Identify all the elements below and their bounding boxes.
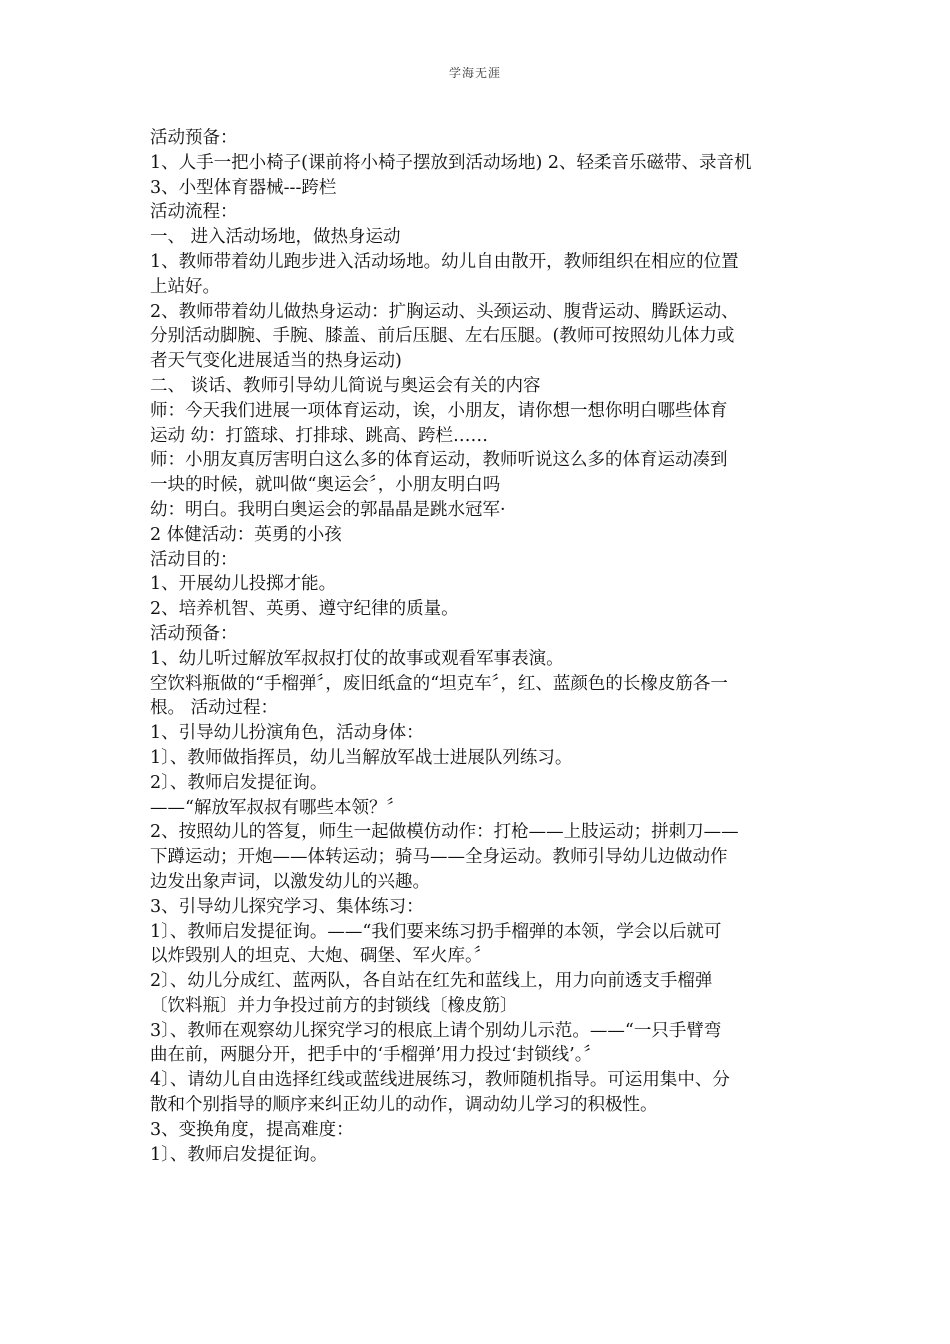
text-line: 以炸毁别人的坦克、大炮、碉堡、军火库。〞 — [150, 946, 492, 967]
text-line: 3、小型体育器械---跨栏 — [150, 177, 337, 198]
text-line: 1〕、教师启发提征询。 — [150, 1144, 328, 1165]
text-line: 3、变换角度，提高难度： — [150, 1119, 354, 1140]
document-body — [150, 126, 810, 1167]
text-line: 下蹲运动；开炮——体转运动；骑马——全身运动。教师引导幼儿边做动作 — [150, 847, 728, 868]
text-line: 1、开展幼儿投掷才能。 — [150, 574, 337, 595]
text-line: 2〕、教师启发提征询。 — [150, 772, 328, 793]
text-line: 1〕、教师启发提征询。——“我们要来练习扔手榴弹的本领，学会以后就可 — [150, 921, 722, 942]
text-line: 师：小朋友真厉害明白这么多的体育运动，教师听说这么多的体育运动凑到 — [150, 450, 728, 471]
text-line: ——“解放军叔叔有哪些本领？〞 — [150, 797, 404, 818]
text-line: 二、 谈话、教师引导幼儿简说与奥运会有关的内容 — [150, 375, 541, 396]
text-line: 2〕、幼儿分成红、蓝两队，各自站在红先和蓝线上，用力向前透支手榴弹 — [150, 971, 713, 992]
text-line: 曲在前，两腿分开，把手中的‘手榴弹’用力投过‘封锁线’。〞 — [150, 1045, 601, 1066]
text-line: 2、按照幼儿的答复，师生一起做模仿动作：打枪——上肢运动；拼刺刀—— — [150, 822, 739, 843]
text-line: 4〕、请幼儿自由选择红线或蓝线进展练习，教师随机指导。可运用集中、分 — [150, 1070, 730, 1091]
text-line: 运动 幼：打篮球、打排球、跳高、跨栏…… — [150, 425, 489, 446]
text-line: 一、 进入活动场地，做热身运动 — [150, 227, 401, 248]
text-line: 边发出象声词，以激发幼儿的兴趣。 — [150, 871, 430, 892]
text-line: 活动流程： — [150, 202, 238, 223]
text-line: 1〕、教师做指挥员，幼儿当解放军战士进展队列练习。 — [150, 747, 573, 768]
text-line: 者天气变化进展适当的热身运动) — [150, 351, 402, 372]
text-line: 根。 活动过程： — [150, 698, 279, 719]
text-line: 1、人手一把小椅子(课前将小椅子摆放到活动场地) 2、轻柔音乐磁带、录音机 — [150, 152, 752, 173]
text-line: 一块的时候，就叫做“奥运会〞，小朋友明白吗 — [150, 475, 501, 496]
text-line: 师：今天我们进展一项体育运动，诶，小朋友，请你想一想你明白哪些体育 — [150, 400, 728, 421]
text-line: 空饮料瓶做的“手榴弹〞，废旧纸盒的“坦克车〞，红、蓝颜色的长橡皮筋各一 — [150, 673, 728, 694]
text-line: 〔饮料瓶〕并力争投过前方的封锁线〔橡皮筋〕 — [150, 995, 518, 1016]
text-line: 1、教师带着幼儿跑步进入活动场地。幼儿自由散开，教师组织在相应的位置 — [150, 251, 739, 272]
text-line: 活动预备： — [150, 623, 238, 644]
text-line: 散和个别指导的顺序来纠正幼儿的动作，调动幼儿学习的积极性。 — [150, 1095, 658, 1116]
text-line: 2、培养机智、英勇、遵守纪律的质量。 — [150, 599, 459, 620]
text-line: 2、教师带着幼儿做热身运动：扩胸运动、头颈运动、腹背运动、腾跃运动、 — [150, 301, 739, 322]
text-line: 3〕、教师在观察幼儿探究学习的根底上请个别幼儿示范。——“一只手臂弯 — [150, 1020, 722, 1041]
text-line: 上站好。 — [150, 276, 220, 297]
text-line: 1、幼儿听过解放军叔叔打仗的故事或观看军事表演。 — [150, 648, 564, 669]
text-line: 活动预备： — [150, 128, 238, 148]
text-line: 2 体健活动：英勇的小孩 — [150, 524, 342, 545]
text-line: 分别活动脚腕、手腕、膝盖、前后压腿、左右压腿。(教师可按照幼儿体力或 — [150, 326, 735, 347]
text-line: 1、引导幼儿扮演角色，活动身体： — [150, 723, 424, 744]
text-line: 幼：明白。我明白奥运会的郭晶晶是跳水冠军· — [150, 499, 506, 520]
text-line: 活动目的： — [150, 549, 238, 570]
page-header: 学海无涯 — [448, 66, 501, 80]
text-line: 3、引导幼儿探究学习、集体练习： — [150, 896, 424, 917]
